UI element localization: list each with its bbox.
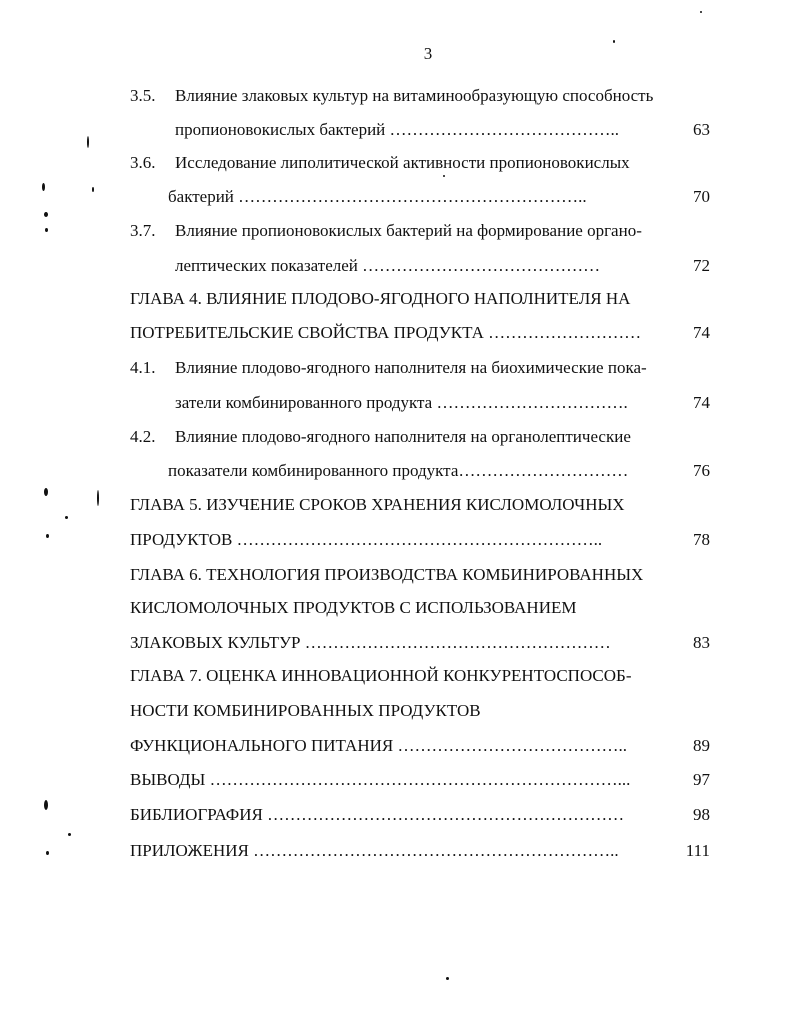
toc-page: 70 [693, 187, 710, 206]
toc-page: 74 [693, 393, 710, 412]
toc-line [130, 427, 631, 447]
scan-speck [46, 534, 49, 538]
scan-speck [446, 977, 449, 980]
scan-speck [42, 183, 45, 191]
toc-line [130, 221, 642, 241]
toc-line: ПРИЛОЖЕНИЯ ……………………………………………………….. [130, 841, 619, 860]
toc-line: ПРОДУКТОВ ……………………………………………………….. [130, 530, 603, 549]
scan-speck [97, 490, 99, 506]
scan-speck [68, 833, 71, 836]
toc-line: ПОТРЕБИТЕЛЬСКИЕ СВОЙСТВА ПРОДУКТА ……………………… [130, 323, 642, 342]
section-number: 3.5. [130, 86, 156, 105]
toc-line: КИСЛОМОЛОЧНЫХ ПРОДУКТОВ С ИСПОЛЬЗОВАНИЕМ [130, 598, 577, 617]
toc-line: ГЛАВА 5. ИЗУЧЕНИЕ СРОКОВ ХРАНЕНИЯ КИСЛОМОЛОЧНЫХ [130, 495, 625, 514]
toc-line: показатели комбинированного продукта………………………… [168, 461, 629, 480]
toc-title: Влияние плодово-ягодного наполнителя на биохимические пока- [175, 358, 647, 377]
scan-speck [44, 488, 48, 496]
scan-speck [44, 212, 48, 217]
scan-speck [92, 187, 94, 192]
toc-line: лептических показателей …………………………………… [175, 256, 601, 275]
section-number: 3.7. [130, 221, 156, 240]
toc-title: Влияние злаковых культур на витаминообразующую способность [175, 86, 654, 105]
toc-title: Влияние пропионовокислых бактерий на формирование органо- [175, 221, 642, 240]
toc-line [130, 153, 630, 173]
toc-page: 83 [693, 633, 710, 652]
toc-line: НОСТИ КОМБИНИРОВАННЫХ ПРОДУКТОВ [130, 701, 481, 720]
toc-page: 89 [693, 736, 710, 755]
toc-line [130, 86, 653, 106]
toc-page: 111 [685, 841, 710, 860]
toc-page: 74 [693, 323, 710, 342]
scan-speck [443, 175, 445, 177]
toc-line: затели комбинированного продукта ……………………………. [175, 393, 628, 412]
section-number: 4.1. [130, 358, 156, 377]
toc-line: ГЛАВА 7. ОЦЕНКА ИННОВАЦИОННОЙ КОНКУРЕНТОСПОСОБ- [130, 666, 632, 685]
toc-page: 72 [693, 256, 710, 275]
toc-line: бактерий …………………………………………………….. [168, 187, 587, 206]
toc-line: ГЛАВА 6. ТЕХНОЛОГИЯ ПРОИЗВОДСТВА КОМБИНИРОВАННЫХ [130, 565, 644, 584]
toc-page: 63 [693, 120, 710, 139]
scan-speck [46, 851, 49, 855]
scan-speck [700, 11, 702, 13]
scan-speck [613, 40, 615, 43]
toc-page: 98 [693, 805, 710, 824]
scan-speck [44, 800, 48, 810]
toc-title: Влияние плодово-ягодного наполнителя на органолептические [175, 427, 631, 446]
toc-line: ВЫВОДЫ ………………………………………………………………... [130, 770, 631, 789]
toc-page: 76 [693, 461, 710, 480]
toc-line: пропионовокислых бактерий ………………………………….. [175, 120, 620, 139]
scan-speck [87, 136, 89, 148]
page-number: 3 [423, 44, 433, 63]
toc-line: ФУНКЦИОНАЛЬНОГО ПИТАНИЯ ………………………………….. [130, 736, 627, 755]
toc-line [130, 358, 647, 378]
toc-page: 97 [693, 770, 710, 789]
scan-speck [45, 228, 48, 232]
section-number: 3.6. [130, 153, 156, 172]
toc-line: БИБЛИОГРАФИЯ ……………………………………………………… [130, 805, 625, 824]
toc-line: ЗЛАКОВЫХ КУЛЬТУР ……………………………………………… [130, 633, 611, 652]
section-number: 4.2. [130, 427, 156, 446]
toc-line: ГЛАВА 4. ВЛИЯНИЕ ПЛОДОВО-ЯГОДНОГО НАПОЛНИТЕЛЯ НА [130, 289, 631, 308]
toc-title: Исследование липолитической активности пропионовокислых [175, 153, 630, 172]
scan-speck [65, 516, 68, 519]
toc-page: 78 [693, 530, 710, 549]
